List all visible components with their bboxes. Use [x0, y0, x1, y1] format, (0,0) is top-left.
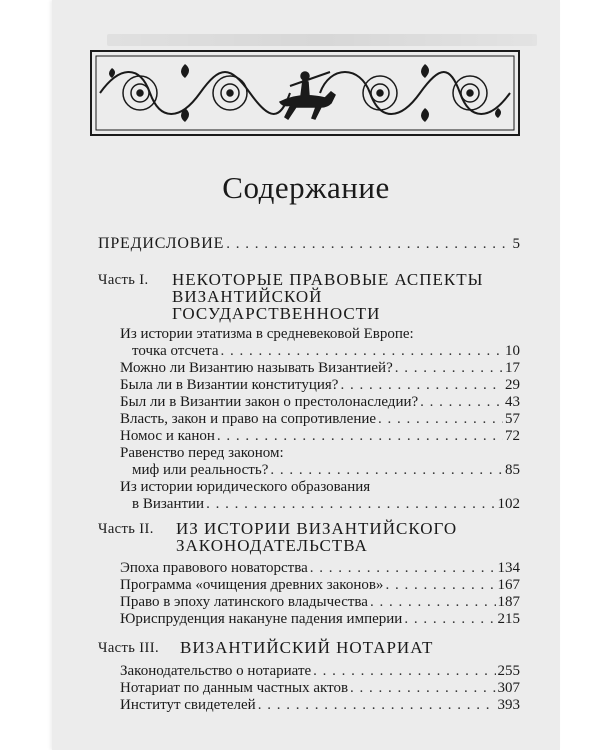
part-title-line: ЗАКОНОДАТЕЛЬСТВА	[176, 536, 368, 555]
toc-page-number: 102	[497, 496, 520, 512]
toc-entry-title: точка отсчета	[132, 343, 219, 359]
toc-entry[interactable]	[120, 428, 520, 445]
toc-entry-title: Была ли в Византии конституция?	[120, 377, 339, 393]
toc-page-number: 215	[497, 611, 520, 627]
dot-leader	[420, 394, 503, 411]
toc-page-number: 134	[497, 560, 520, 576]
toc-entry[interactable]	[120, 577, 520, 594]
toc-entry[interactable]	[120, 560, 520, 577]
part-title-line: ГОСУДАРСТВЕННОСТИ	[172, 304, 381, 323]
table-of-contents	[52, 0, 560, 750]
toc-entry-preface[interactable]	[98, 235, 520, 253]
toc-entry-title: Программа «очищения древних законов»	[120, 577, 384, 593]
dot-leader	[217, 428, 503, 445]
toc-page-number: 57	[505, 411, 520, 427]
toc-page-number: 255	[497, 663, 520, 679]
toc-page-number: 10	[505, 343, 520, 359]
toc-entry[interactable]	[132, 343, 520, 360]
toc-entry-title: Можно ли Византию называть Византией?	[120, 360, 393, 376]
toc-entry[interactable]	[120, 411, 520, 428]
part-title-line: ВИЗАНТИЙСКИЙ НОТАРИАТ	[180, 638, 434, 657]
toc-page-number: 85	[505, 462, 520, 478]
toc-entry[interactable]	[120, 377, 520, 394]
dot-leader	[258, 697, 496, 714]
toc-entry-title: Законодательство о нотариате	[120, 663, 312, 679]
dot-leader	[404, 611, 495, 628]
dot-leader	[220, 343, 503, 360]
part-title-line: ВИЗАНТИЙСКОЙ	[172, 287, 323, 306]
dot-leader	[270, 462, 503, 479]
toc-entry-title: Номос и канон	[120, 428, 215, 444]
toc-entry-title: Был ли в Византии закон о престолонаследии?	[120, 394, 419, 410]
dot-leader	[206, 496, 495, 513]
dot-leader	[340, 377, 503, 394]
toc-entry-title: в Византии	[132, 496, 205, 512]
part-title-line: НЕКОТОРЫЕ ПРАВОВЫЕ АСПЕКТЫ	[172, 270, 484, 289]
book-page	[52, 0, 560, 750]
dot-leader	[226, 236, 510, 253]
toc-page-number: 72	[505, 428, 520, 444]
toc-entry[interactable]	[120, 594, 520, 611]
toc-entry-title: Институт свидетелей	[120, 697, 256, 713]
toc-entry[interactable]	[120, 680, 520, 697]
part-label: Часть II.	[98, 521, 154, 537]
part-title-line: ИЗ ИСТОРИИ ВИЗАНТИЙСКОГО	[176, 519, 458, 538]
dot-leader	[313, 663, 495, 680]
toc-page-number: 43	[505, 394, 520, 410]
dot-leader	[310, 560, 496, 577]
toc-entry-title: миф или реальность?	[132, 462, 269, 478]
toc-entry-title: Власть, закон и право на сопротивление	[120, 411, 377, 427]
toc-page-number: 29	[505, 377, 520, 393]
toc-page-number: 307	[497, 680, 520, 696]
toc-page-number: 17	[505, 360, 520, 376]
dot-leader	[395, 360, 503, 377]
dot-leader	[385, 577, 495, 594]
toc-page-number: 187	[497, 594, 520, 610]
toc-entry-title: Нотариат по данным частных актов	[120, 680, 349, 696]
dot-leader	[350, 680, 495, 697]
part-label: Часть I.	[98, 272, 149, 288]
page-title: Содержание	[222, 170, 390, 205]
toc-entry[interactable]	[132, 496, 520, 513]
toc-entry-title: Эпоха правового новаторства	[120, 560, 308, 576]
toc-entry-title[interactable]: Из истории этатизма в средневековой Европе:	[120, 326, 414, 342]
part-label: Часть III.	[98, 640, 159, 656]
toc-entry-title[interactable]: Равенство перед законом:	[120, 445, 284, 461]
toc-entry-title[interactable]: Из истории юридического образования	[120, 479, 371, 495]
toc-entry[interactable]	[120, 697, 520, 714]
toc-entry[interactable]	[120, 663, 520, 680]
toc-entry-title: Юриспруденция накануне падения империи	[120, 611, 403, 627]
toc-page-number: 393	[497, 697, 520, 713]
toc-page-number: 5	[512, 236, 520, 252]
toc-page-number: 167	[497, 577, 520, 593]
toc-entry[interactable]	[120, 394, 520, 411]
dot-leader	[378, 411, 503, 428]
toc-entry[interactable]	[132, 462, 520, 479]
toc-entry[interactable]	[120, 611, 520, 628]
toc-entry-title: Право в эпоху латинского владычества	[120, 594, 368, 610]
toc-entry[interactable]	[120, 360, 520, 377]
dot-leader	[370, 594, 496, 611]
toc-entry-title: ПРЕДИСЛОВИЕ	[98, 235, 225, 252]
